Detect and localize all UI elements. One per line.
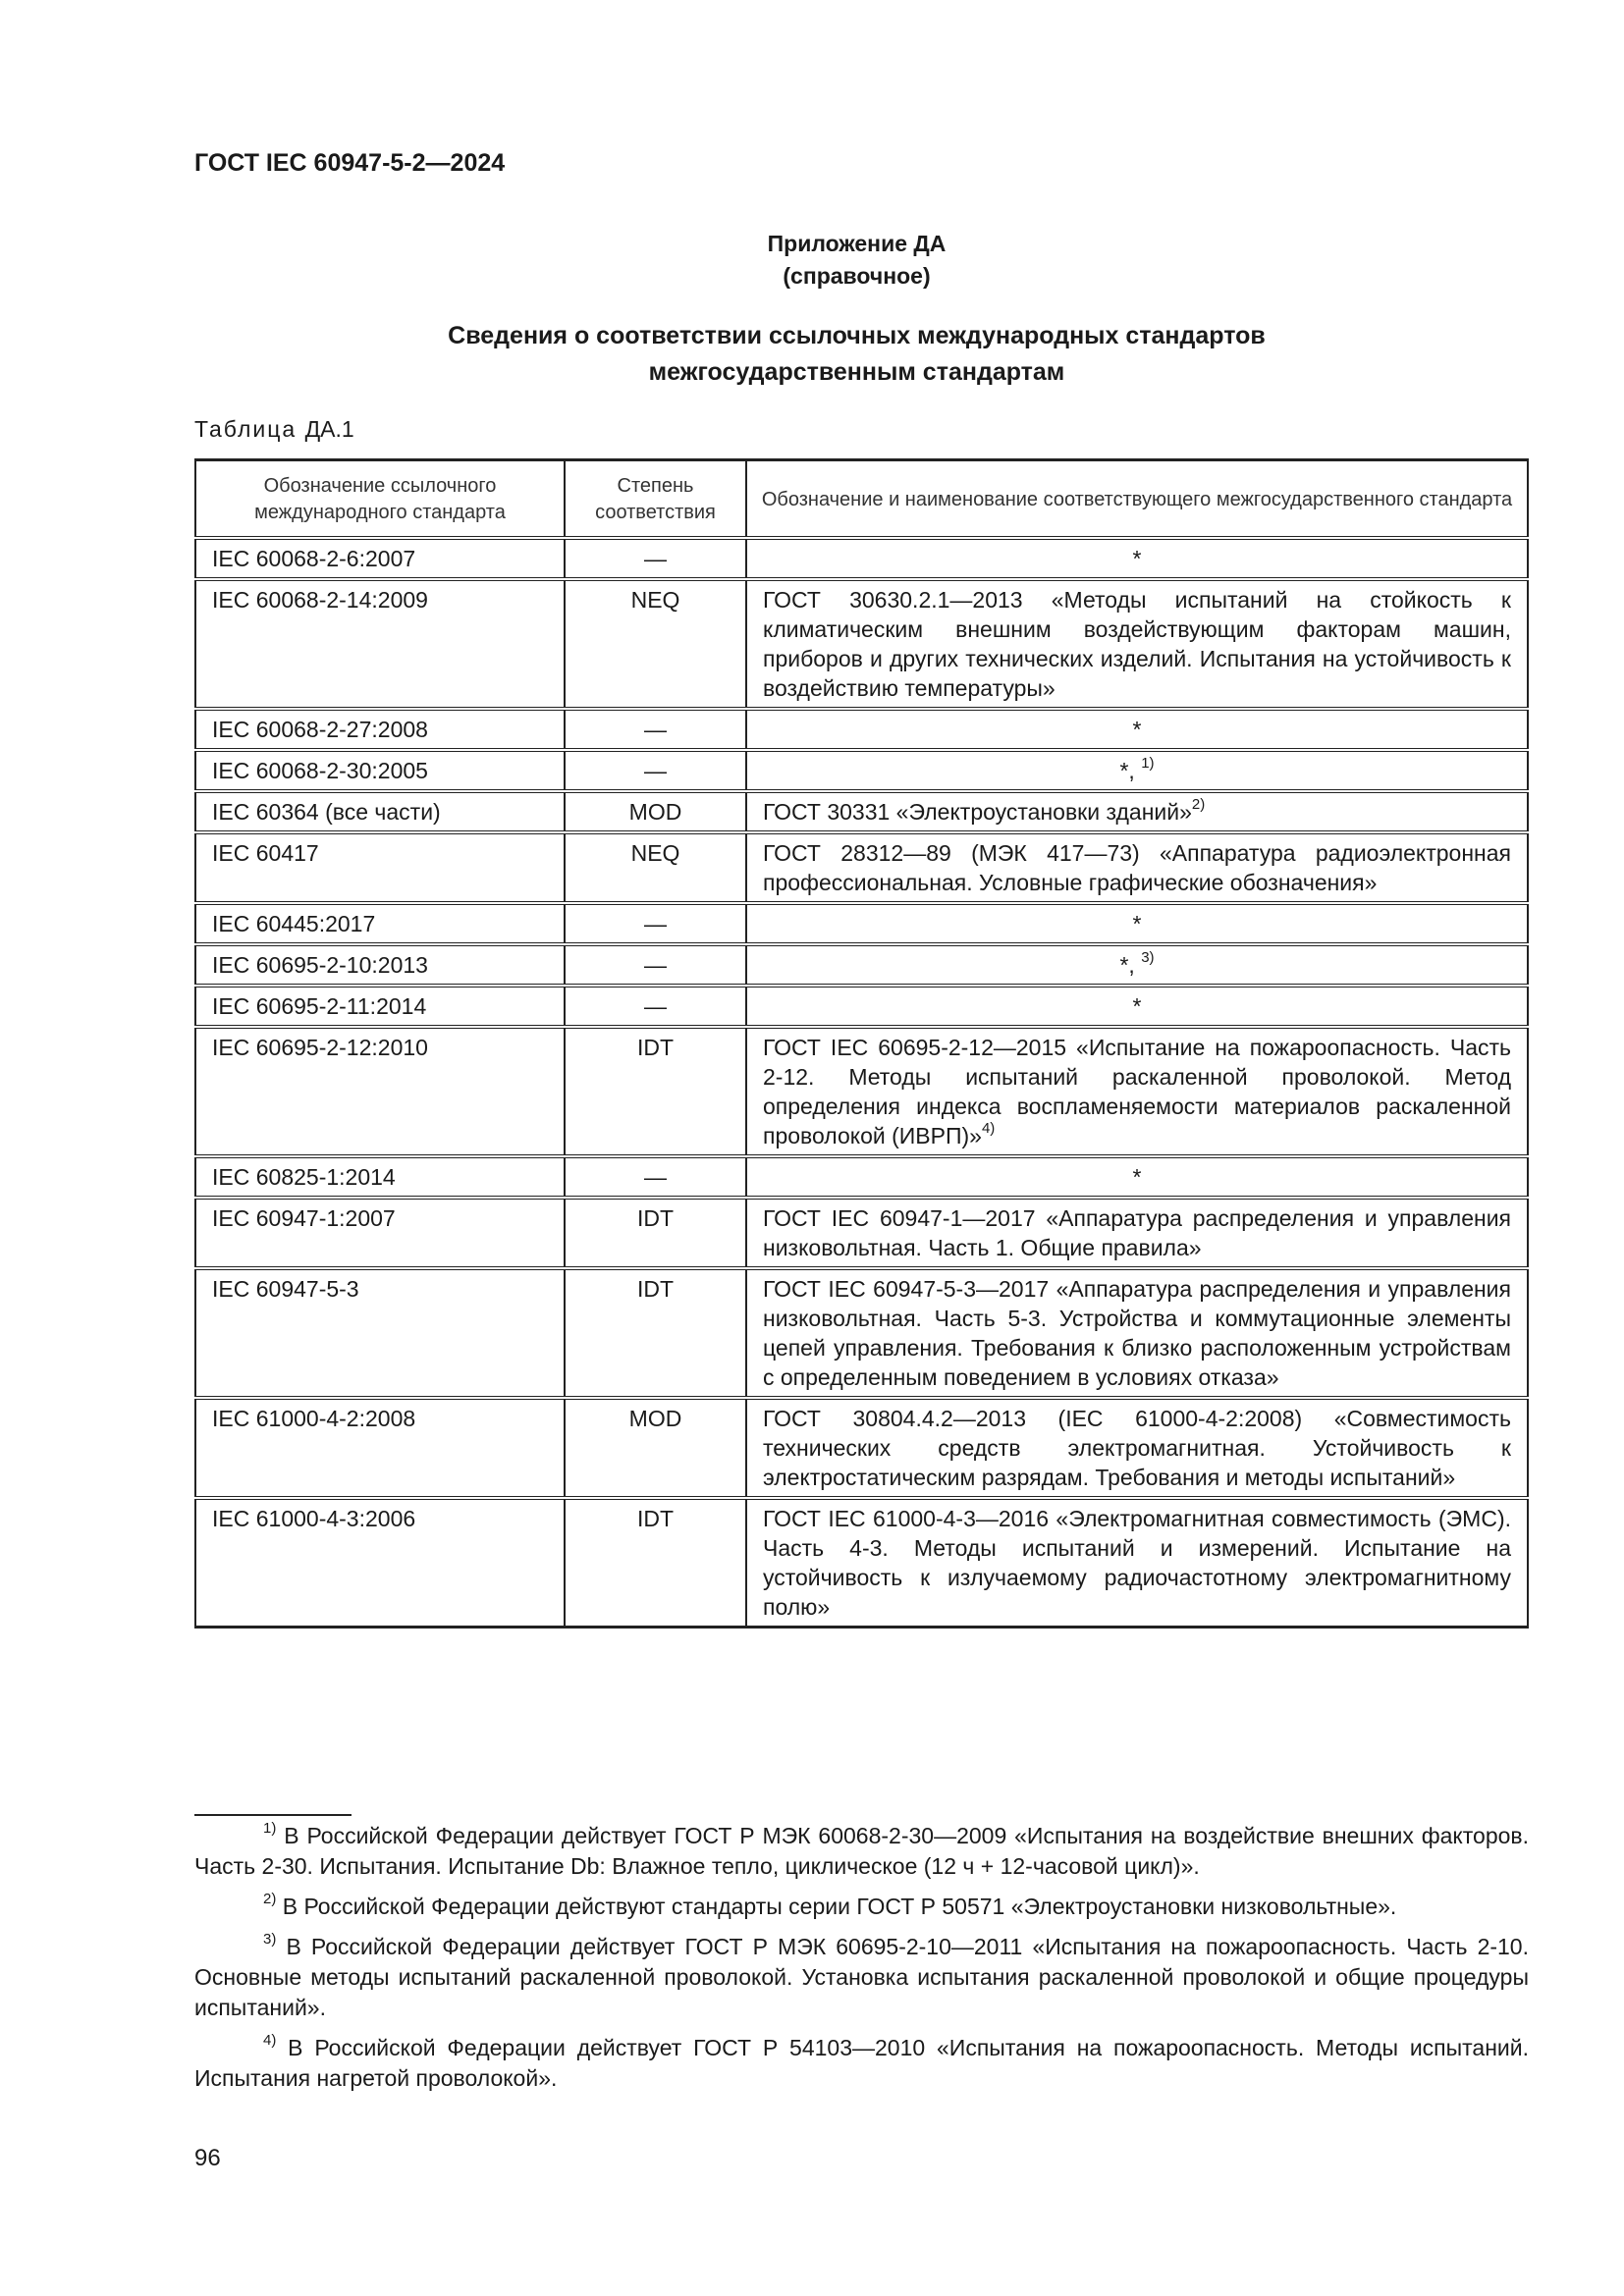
table-row xyxy=(195,709,1528,750)
cell-reference-standard: IEC 60068-2-27:2008 xyxy=(195,709,565,750)
footnote xyxy=(194,1932,1529,2023)
cell-reference-standard: IEC 60417 xyxy=(195,832,565,903)
table-row xyxy=(195,1268,1528,1398)
cell-degree: — xyxy=(565,903,746,944)
cell-degree: IDT xyxy=(565,1498,746,1628)
cell-degree: MOD xyxy=(565,1398,746,1498)
cell-degree: IDT xyxy=(565,1198,746,1268)
cell-reference-standard: IEC 60947-5-3 xyxy=(195,1268,565,1398)
footnote-mark: 1) xyxy=(263,1820,277,1837)
interstate-standard-text: ГОСТ IEC 60947-5-3—2017 «Аппаратура распределения и управления низковольтная. Часть 5-3. Устройства и коммутационные элементы цепей управления. Требования к близко расположенным устройствам с определенным поведением в условиях отказа» xyxy=(763,1276,1511,1390)
heading-line-1: Сведения о соответствии ссылочных международных стандартов xyxy=(448,322,1266,349)
footnote-separator xyxy=(194,1814,352,1816)
cell-interstate-standard xyxy=(746,986,1528,1027)
footnote-ref: 2) xyxy=(1191,796,1206,813)
document-code: ГОСТ IEC 60947-5-2—2024 xyxy=(194,149,506,177)
interstate-standard-text: *, xyxy=(1119,952,1135,978)
interstate-standard-text: ГОСТ 30804.4.2—2013 (IEC 61000-4-2:2008) «Совместимость технических средств электромагнитная. Устойчивость к электростатическим разрядам. Требования и методы испытаний» xyxy=(763,1406,1511,1490)
cell-reference-standard: IEC 60364 (все части) xyxy=(195,791,565,832)
interstate-standard-text: * xyxy=(1132,993,1142,1019)
footnote-ref: 4) xyxy=(981,1120,996,1137)
interstate-standard-text: * xyxy=(1132,546,1142,571)
header-interstate-standard: Обозначение и наименование соответствующего межгосударственного стандарта xyxy=(746,460,1528,539)
cell-reference-standard: IEC 60068-2-30:2005 xyxy=(195,750,565,791)
cell-degree: — xyxy=(565,538,746,579)
interstate-standard-text: ГОСТ IEC 60947-1—2017 «Аппаратура распределения и управления низковольтная. Часть 1. Общие правила» xyxy=(763,1205,1511,1260)
cell-interstate-standard xyxy=(746,750,1528,791)
table-label-number: ДА.1 xyxy=(304,416,354,442)
header-degree: Степень соответствия xyxy=(565,460,746,539)
annex-kind: (справочное) xyxy=(783,263,931,289)
cell-interstate-standard xyxy=(746,1027,1528,1156)
cell-reference-standard: IEC 61000-4-3:2006 xyxy=(195,1498,565,1628)
footnote-text: В Российской Федерации действует ГОСТ Р МЭК 60068-2-30—2009 «Испытания на воздействие внешних факторов. Часть 2-30. Испытания. Испытание Db: Влажное тепло, циклическое (12 ч + 12-часовой цикл)». xyxy=(194,1823,1530,1879)
cell-interstate-standard xyxy=(746,944,1528,986)
cell-interstate-standard xyxy=(746,832,1528,903)
footnote-text: В Российской Федерации действует ГОСТ Р МЭК 60695-2-10—2011 «Испытания на пожароопасность. Часть 2-10. Основные методы испытаний раскаленной проволокой. Установка испытания раскаленной проволокой и общие процедуры испытаний». xyxy=(194,1934,1529,2020)
interstate-standard-text: ГОСТ 28312—89 (МЭК 417—73) «Аппаратура радиоэлектронная профессиональная. Условные графические обозначения» xyxy=(763,840,1511,895)
cell-reference-standard: IEC 60695-2-10:2013 xyxy=(195,944,565,986)
cell-reference-standard: IEC 61000-4-2:2008 xyxy=(195,1398,565,1498)
footnote xyxy=(194,1821,1529,1882)
cell-degree: — xyxy=(565,750,746,791)
cell-interstate-standard xyxy=(746,538,1528,579)
cell-degree: — xyxy=(565,944,746,986)
table-row xyxy=(195,1198,1528,1268)
interstate-standard-text: * xyxy=(1132,717,1142,742)
table-row xyxy=(195,1498,1528,1628)
cell-reference-standard: IEC 60695-2-11:2014 xyxy=(195,986,565,1027)
heading-line-2: межгосударственным стандартам xyxy=(648,358,1065,386)
cell-reference-standard: IEC 60068-2-6:2007 xyxy=(195,538,565,579)
footnotes xyxy=(194,1821,1529,2104)
cell-degree: — xyxy=(565,986,746,1027)
table-row xyxy=(195,832,1528,903)
cell-interstate-standard xyxy=(746,1156,1528,1198)
table-row xyxy=(195,750,1528,791)
cell-degree: — xyxy=(565,1156,746,1198)
interstate-standard-text: ГОСТ 30331 «Электроустановки зданий» xyxy=(763,799,1192,825)
header-reference-standard: Обозначение ссылочного международного стандарта xyxy=(195,460,565,539)
cell-degree: IDT xyxy=(565,1027,746,1156)
cell-interstate-standard xyxy=(746,1268,1528,1398)
footnote-mark: 2) xyxy=(263,1891,277,1907)
cell-reference-standard: IEC 60825-1:2014 xyxy=(195,1156,565,1198)
interstate-standard-text: * xyxy=(1132,911,1142,936)
footnote-mark: 3) xyxy=(263,1931,277,1948)
interstate-standard-text: ГОСТ IEC 60695-2-12—2015 «Испытание на пожароопасность. Часть 2-12. Методы испытаний раскаленной проволокой. Метод определения индекса воспламеняемости материалов раскаленной проволокой (ИВРП)» xyxy=(763,1035,1511,1148)
page-number: 96 xyxy=(194,2145,221,2171)
cell-degree: IDT xyxy=(565,1268,746,1398)
table-row xyxy=(195,791,1528,832)
footnote xyxy=(194,1892,1529,1922)
footnote-text: В Российской Федерации действует ГОСТ Р 54103—2010 «Испытания на пожароопасность. Методы испытаний. Испытания нагретой проволокой». xyxy=(194,2035,1530,2091)
cell-degree: NEQ xyxy=(565,579,746,709)
interstate-standard-text: *, xyxy=(1119,758,1135,783)
table-label-word: Таблица xyxy=(194,416,298,442)
footnote-ref: 3) xyxy=(1141,949,1155,966)
cell-interstate-standard xyxy=(746,791,1528,832)
cell-degree: MOD xyxy=(565,791,746,832)
table-row xyxy=(195,538,1528,579)
cell-interstate-standard xyxy=(746,1198,1528,1268)
cell-reference-standard: IEC 60068-2-14:2009 xyxy=(195,579,565,709)
footnote-text: В Российской Федерации действуют стандарты серии ГОСТ Р 50571 «Электроустановки низковольтные». xyxy=(282,1894,1397,1919)
cell-interstate-standard xyxy=(746,1398,1528,1498)
footnote xyxy=(194,2033,1529,2094)
cell-interstate-standard xyxy=(746,903,1528,944)
annex-title-block xyxy=(0,228,1624,293)
interstate-standard-text: ГОСТ 30630.2.1—2013 «Методы испытаний на стойкость к климатическим внешним воздействующим факторам машин, приборов и других технических изделий. Испытания на устойчивость к воздействию температуры» xyxy=(763,587,1511,701)
cell-interstate-standard xyxy=(746,1498,1528,1628)
cell-degree: NEQ xyxy=(565,832,746,903)
table-row xyxy=(195,903,1528,944)
cell-degree: — xyxy=(565,709,746,750)
cell-reference-standard: IEC 60445:2017 xyxy=(195,903,565,944)
table-row xyxy=(195,1156,1528,1198)
table-label xyxy=(194,416,354,443)
table-row xyxy=(195,1027,1528,1156)
cell-reference-standard: IEC 60947-1:2007 xyxy=(195,1198,565,1268)
table-row xyxy=(195,986,1528,1027)
section-heading xyxy=(0,318,1624,391)
footnote-mark: 4) xyxy=(263,2032,277,2049)
table-body xyxy=(195,538,1528,1628)
footnote-ref: 1) xyxy=(1141,755,1155,772)
annex-title: Приложение ДА xyxy=(767,231,947,256)
table-row xyxy=(195,944,1528,986)
correspondence-table xyxy=(194,458,1529,1629)
cell-interstate-standard xyxy=(746,709,1528,750)
interstate-standard-text: ГОСТ IEC 61000-4-3—2016 «Электромагнитная совместимость (ЭМС). Часть 4-3. Методы испытаний и измерений. Испытание на устойчивость к излучаемому радиочастотному электромагнитному полю» xyxy=(763,1506,1511,1620)
cell-interstate-standard xyxy=(746,579,1528,709)
cell-reference-standard: IEC 60695-2-12:2010 xyxy=(195,1027,565,1156)
table-row xyxy=(195,579,1528,709)
table-row xyxy=(195,1398,1528,1498)
table-header-row xyxy=(195,460,1528,539)
interstate-standard-text: * xyxy=(1132,1164,1142,1190)
